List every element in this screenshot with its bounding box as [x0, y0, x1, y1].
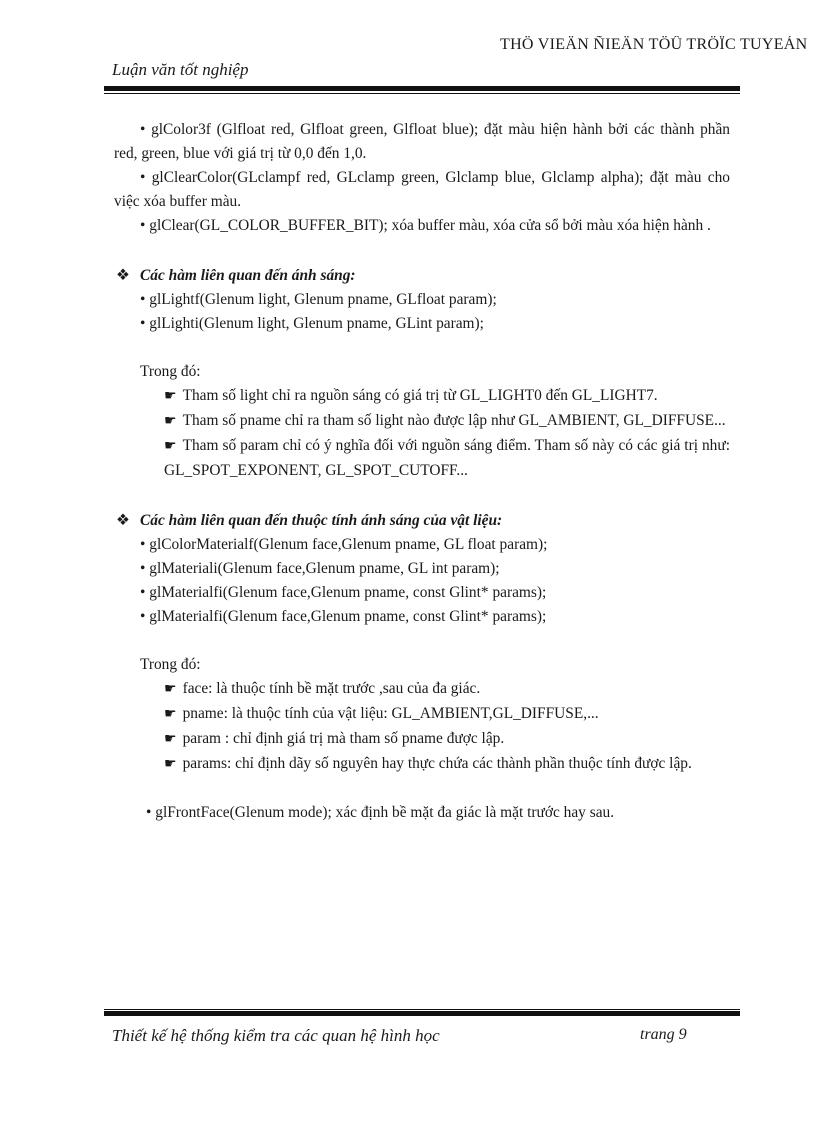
intro-item-text: glClearColor(GLclampf red, GLclamp green, Glclamp blue, Glclamp alpha); đặt màu cho việc xóa buffer màu.: [114, 169, 730, 210]
section-heading-text: Các hàm liên quan đến thuộc tính ánh sáng của vật liệu:: [140, 512, 503, 529]
function-item: [114, 312, 730, 336]
function-item: [114, 557, 730, 581]
section-heading-light: [114, 264, 730, 288]
footer-rule-thin: [104, 1009, 740, 1010]
bullet-icon: •: [140, 291, 146, 308]
function-item-text: glColorMaterialf(Glenum face,Glenum pname, GL float param);: [149, 536, 548, 553]
function-item-text: glMaterialfi(Glenum face,Glenum pname, const Glint* params);: [149, 584, 547, 601]
note-item: [164, 727, 730, 752]
note-item: [164, 384, 730, 409]
intro-item-text: glClear(GL_COLOR_BUFFER_BIT); xóa buffer màu, xóa cửa sổ bởi màu xóa hiện hành .: [149, 217, 711, 234]
note-item-text: pname: là thuộc tính của vật liệu: GL_AMBIENT,GL_DIFFUSE,...: [182, 705, 599, 722]
intro-item-text: glColor3f (Glfloat red, Glfloat green, Glfloat blue); đặt màu hiện hành bởi các thành phần red, green, blue với giá trị từ 0,0 đến 1,0.: [114, 121, 730, 162]
footer-rule-thick: [104, 1011, 740, 1016]
bullet-icon: •: [140, 560, 146, 577]
pointing-hand-icon: ☛: [164, 757, 177, 772]
pointing-hand-icon: ☛: [164, 439, 177, 454]
note-item-text: Tham số pname chỉ ra tham số light nào được lập như GL_AMBIENT, GL_DIFFUSE...: [182, 412, 726, 429]
note-item: [164, 434, 730, 483]
page-number: trang 9: [640, 1026, 687, 1043]
note-item: [164, 677, 730, 702]
note-item-text: param : chỉ định giá trị mà tham số pname được lập.: [182, 730, 505, 747]
note-item: [164, 752, 730, 777]
function-item-text: glMateriali(Glenum face,Glenum pname, GL int param);: [149, 560, 500, 577]
function-item-text: glLightf(Glenum light, Glenum pname, GLfloat param);: [149, 291, 497, 308]
function-item: [114, 605, 730, 629]
bullet-icon: •: [140, 584, 146, 601]
note-item-text: face: là thuộc tính bề mặt trước ,sau của đa giác.: [182, 680, 481, 697]
bullet-icon: •: [140, 536, 146, 553]
section-heading-text: Các hàm liên quan đến ánh sáng:: [140, 267, 356, 284]
intro-item: [114, 166, 730, 214]
function-item-text: glMaterialfi(Glenum face,Glenum pname, const Glint* params);: [149, 608, 547, 625]
pointing-hand-icon: ☛: [164, 389, 177, 404]
page-body: [114, 118, 730, 825]
diamond-bullet-icon: ❖: [116, 267, 130, 284]
note-item-text: Tham số light chỉ ra nguồn sáng có giá trị từ GL_LIGHT0 đến GL_LIGHT7.: [182, 387, 658, 404]
site-title: THÖ VIEÄN ÑIEÄN TÖÛ TRÖÏC TUYEÁN: [500, 36, 808, 53]
header-rule-thick: [104, 86, 740, 91]
front-face-text: glFrontFace(Glenum mode); xác định bề mặt đa giác là mặt trước hay sau.: [155, 804, 615, 821]
intro-item: [114, 214, 730, 238]
header-thesis-label: Luận văn tốt nghiệp: [112, 60, 249, 79]
note-item-text: params: chỉ định dãy số nguyên hay thực chứa các thành phần thuộc tính được lập.: [182, 755, 692, 772]
note-item-text: Tham số param chỉ có ý nghĩa đối với nguồn sáng điểm. Tham số này có các giá trị như: GL_SPOT_EXPONENT, GL_SPOT_CUTOFF...: [164, 437, 730, 479]
front-face-item: [114, 801, 730, 825]
function-item: [114, 288, 730, 312]
where-label: Trong đó:: [140, 363, 201, 380]
bullet-icon: •: [140, 169, 146, 186]
footer-thesis-title: Thiết kế hệ thống kiểm tra các quan hệ hình học: [112, 1026, 440, 1045]
bullet-icon: •: [140, 315, 146, 332]
function-item-text: glLighti(Glenum light, Glenum pname, GLint param);: [149, 315, 484, 332]
pointing-hand-icon: ☛: [164, 682, 177, 697]
bullet-icon: •: [146, 804, 152, 821]
bullet-icon: •: [140, 121, 146, 138]
section-heading-material: [114, 509, 730, 533]
function-item: [114, 533, 730, 557]
pointing-hand-icon: ☛: [164, 707, 177, 722]
note-item: [164, 702, 730, 727]
bullet-icon: •: [140, 217, 146, 234]
header-rule-thin: [104, 93, 740, 94]
where-label: Trong đó:: [140, 656, 201, 673]
note-item: [164, 409, 730, 434]
intro-item: [114, 118, 730, 166]
function-item: [114, 581, 730, 605]
pointing-hand-icon: ☛: [164, 414, 177, 429]
pointing-hand-icon: ☛: [164, 732, 177, 747]
bullet-icon: •: [140, 608, 146, 625]
diamond-bullet-icon: ❖: [116, 512, 130, 529]
